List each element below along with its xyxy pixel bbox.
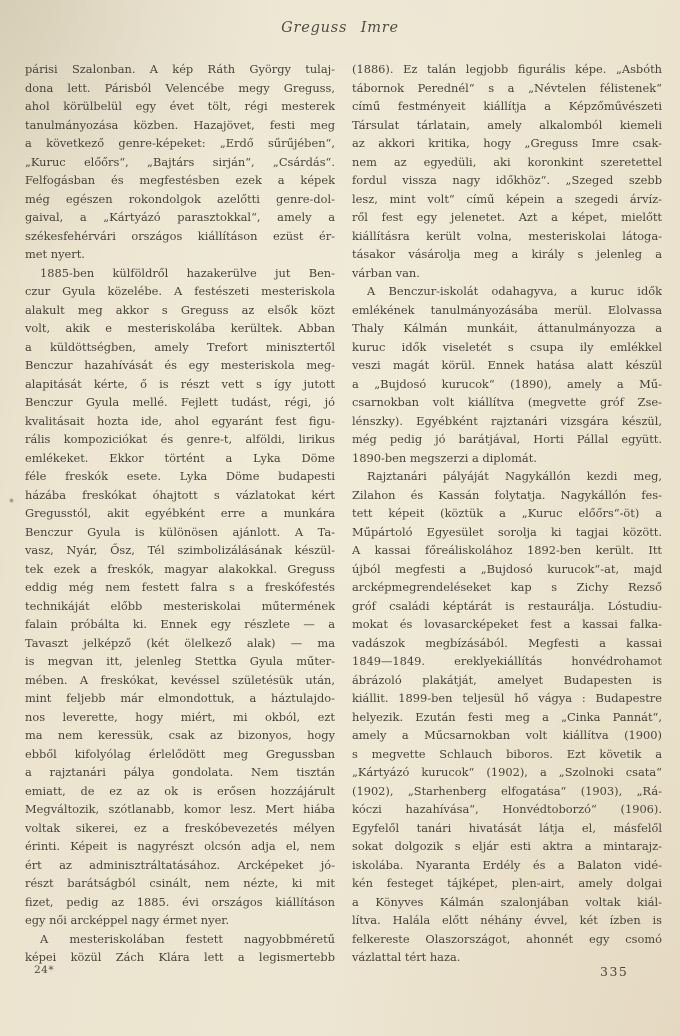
text-line: a következő genre-képeket: „Erdő sűrűjében“, <box>25 136 335 150</box>
text-column-right <box>352 60 662 967</box>
text-line: veszi magát körül. Ennek hatása alatt készül <box>352 358 662 372</box>
text-line: székesfehérvári országos kiállításon ezüst ér- <box>25 228 335 243</box>
text-line: Rajztanári pályáját Nagykállón kezdi meg, <box>367 469 662 483</box>
text-line: Gregusstól, akit egyébként erre a munkára <box>25 506 335 520</box>
text-line: Felfogásban és megfestésben ezek a képek <box>25 173 335 187</box>
paragraph <box>352 282 662 467</box>
paragraph <box>25 930 335 967</box>
text-line: még egészen rokondolgok azelőtti genre-dol- <box>25 191 335 206</box>
text-line: ábrázoló plakátját, amelyet Budapesten is <box>352 672 662 687</box>
signature-mark: 24* <box>34 964 55 976</box>
text-line: kiállításra került volna, mesteriskolai látoga- <box>352 228 662 243</box>
text-line: volt, akik e mesteriskolába kerültek. Abban <box>25 321 335 335</box>
text-line: lítva. Halála előtt néhány évvel, két ízben is <box>352 913 662 927</box>
text-line: házába freskókat óhajtott s vázlatokat kért <box>25 487 335 502</box>
text-line: kóczi hazahívása“, Honvédtoborzó“ (1906). <box>352 802 662 816</box>
text-line: eddig még nem festett falra s a freskófestés <box>25 580 335 594</box>
text-line: (1886). Ez talán legjobb figurális képe. „Asbóth <box>352 62 662 76</box>
text-line: Benczur Gyula mellé. Fejlett tudást, régi, jó <box>25 395 335 409</box>
text-line: gróf családi képtárát is restaurálja. Lóstudiu- <box>352 598 662 613</box>
text-line: ről fest egy jelenetet. Azt a képet, mielőtt <box>352 210 662 224</box>
text-line: tett képeit (köztük a „Kuruc előőrs“-öt) a <box>352 506 662 520</box>
text-line: alapitását kérte, ő is részt vett s így jutott <box>25 376 335 391</box>
text-line: emiatt, de ez az ok is erősen hozzájárult <box>25 783 335 798</box>
text-line: fizet, pedig az 1885. évi országos kiállításon <box>25 894 335 909</box>
text-line: A Benczur-iskolát odahagyva, a kuruc idők <box>367 284 662 298</box>
text-line: 1885-ben külföldről hazakerülve jut Ben- <box>40 265 335 280</box>
text-line: még pedig jó barátjával, Horti Pállal együtt. <box>352 432 662 446</box>
text-line: lénszky). Egyébként rajztanári vizsgára készül, <box>352 413 662 428</box>
text-line: tek ezek a freskók, magyar alakokkal. Greguss <box>25 561 335 576</box>
text-line: helyezik. Ezután festi meg a „Cinka Pannát“, <box>352 709 662 724</box>
text-line: Thaly Kálmán munkáit, áttanulmányozza a <box>352 321 662 335</box>
text-line: ért az adminisztráltatásához. Arcképeket jó- <box>25 857 335 872</box>
text-line: Egyfelől tanári hivatását látja el, másfelől <box>352 820 662 835</box>
text-line: Benczur hazahívását és egy mesteriskola meg- <box>25 358 335 372</box>
text-line: „Kuruc előőrs“, „Bajtárs sirján“, „Csárdás“. <box>25 154 335 169</box>
text-line: képei közül Zách Klára lett a legismertebb <box>25 950 335 964</box>
text-line: az akkori kritika, hogy „Greguss Imre csak- <box>352 136 662 150</box>
text-line: vadászok megbízásából. Megfesti a kassai <box>352 635 662 650</box>
text-line: „Kártyázó kurucok“ (1902), a „Szolnoki csata“ <box>352 765 662 779</box>
text-line: dona lett. Párisból Velencébe megy Greguss, <box>25 80 335 95</box>
text-line: mében. A freskókat, kevéssel születésük után, <box>25 672 335 687</box>
text-line: a rajztanári pálya gondolata. Nem tisztán <box>25 765 335 779</box>
text-line: várban van. <box>352 265 420 280</box>
text-line: Megváltozik, szótlanabb, komor lesz. Mert hiába <box>25 802 335 816</box>
text-line: s megvette Schlauch biboros. Ezt követik a <box>352 746 662 761</box>
text-line: A kassai főreáliskolához 1892-ben került. Itt <box>352 543 662 557</box>
text-line: emlékének tanulmányozásába merül. Elolvassa <box>352 302 662 317</box>
text-column-left <box>25 60 335 967</box>
text-line: mokat és lovasarcképeket fest a kassai falka- <box>352 617 662 631</box>
text-line: rális kompoziciókat és genre-t, alföldi, lirikus <box>25 432 335 446</box>
text-line: Műpártoló Egyesület sorolja ki tagjai között. <box>352 524 662 539</box>
paragraph <box>25 264 335 930</box>
text-line: érinti. Képeit is nagyrészt olcsón adja el, nem <box>25 839 335 853</box>
text-line: a Könyves Kálmán szalonjában voltak kiál- <box>352 894 662 909</box>
text-line: vasz, Nyár, Ősz, Tél szimbolizálásának készül- <box>25 543 335 557</box>
text-line: amely a Műcsarnokban volt kiállítva (1900) <box>352 728 662 742</box>
text-line: a „Bujdosó kurucok“ (1890), amely a Mű- <box>352 376 662 391</box>
text-line: kvalitásait hozta ide, ahol egyaránt fest figu- <box>25 413 335 428</box>
text-line: csarnokban volt kiállítva (megvette gróf Zse- <box>352 395 662 409</box>
text-line: Benczur Gyula is különösen ajánlott. A Ta- <box>25 524 335 539</box>
text-line: alakult meg akkor s Greguss az elsők közt <box>25 302 335 317</box>
text-line: lesz, mint volt“ című képein a szegedi árvíz- <box>352 191 662 206</box>
text-line: tábornok Perednél“ s a „Névtelen félistenek“ <box>352 80 662 95</box>
text-line: nos leverette, hogy miért, mi okból, ezt <box>25 709 335 724</box>
text-line: újból megfesti a „Bujdosó kurucok“-at, majd <box>352 561 662 576</box>
page-number: 335 <box>600 964 629 979</box>
text-line: ebből kifolyólag érlelődött meg Gregussban <box>25 746 335 761</box>
text-line: emlékeket. Ekkor történt a Lyka Döme <box>25 450 335 465</box>
text-line: egy női arcképpel nagy érmet nyer. <box>25 913 230 927</box>
text-line: sokat dolgozik s eljár esti aktra a mintarajz- <box>352 839 662 853</box>
text-line: 1849—1849. ereklyekiállítás honvédrohamot <box>352 654 662 668</box>
running-header: Greguss Imre <box>281 20 399 36</box>
text-line: kiállit. 1899-ben teljesül hő vágya : Budapestre <box>352 691 662 705</box>
text-line: tásakor vásárolja meg a király s jelenleg a <box>352 247 662 261</box>
text-line: kuruc idők viseletét s csupa ily emlékkel <box>352 339 662 354</box>
text-line: fordul vissza nagy időkhöz“. „Szeged szebb <box>352 173 662 187</box>
text-line: párisi Szalonban. A kép Ráth György tulaj- <box>25 62 335 76</box>
text-line: met nyert. <box>25 247 85 261</box>
text-line: is megvan itt, jelenleg Stettka Gyula műter- <box>25 654 335 668</box>
text-line: (1902), „Starhenberg elfogatása“ (1903), „Rá- <box>352 783 662 798</box>
text-line: tanulmányozása közben. Hazajövet, festi meg <box>25 117 335 132</box>
text-line: Tavaszt jelképző (két ölelkező alak) — ma <box>25 635 335 650</box>
text-line: ahol körülbelül egy évet tölt, régi mesterek <box>25 99 335 113</box>
text-line: czur Gyula közelébe. A festészeti mesteriskola <box>25 284 335 298</box>
text-line: részt barátságból csinált, nem nézte, ki mit <box>25 876 335 890</box>
ink-speck <box>9 498 14 503</box>
text-line: mint feljebb már elmondottuk, a háztulajdo- <box>25 691 335 705</box>
text-line: kén festeget tájképet, plen-airt, amely dolgai <box>352 876 662 890</box>
text-line: gaival, a „Kártyázó parasztokkal“, amely a <box>25 210 335 224</box>
paragraph <box>25 60 335 264</box>
text-line: felkereste Olaszországot, ahonnét egy csomó <box>352 931 662 946</box>
text-line: Társulat tárlatain, amely alkalomból kiemeli <box>352 117 662 132</box>
text-line: nem az egyedüli, aki koronkint szeretettel <box>352 154 662 169</box>
text-line: Zilahon és Kassán folytatja. Nagykállón fes- <box>352 487 662 502</box>
text-line: vázlattal tért haza. <box>352 950 461 964</box>
text-line: falain próbálta ki. Ennek egy részlete — a <box>25 617 335 631</box>
text-line: arcképmegrendeléseket kap s Zichy Rezső <box>352 580 662 594</box>
text-line: című festményeit kiállítja a Képzőművészeti <box>352 99 662 113</box>
text-line: voltak sikerei, ez a freskóbevezetés mélyen <box>25 820 335 835</box>
text-line: A mesteriskolában festett nagyobbméretű <box>40 931 335 946</box>
text-line: technikáját előbb mesteriskolai műtermének <box>25 598 335 613</box>
text-line: iskolába. Nyaranta Erdély és a Balaton vidé- <box>352 857 662 872</box>
text-line: ma nem keressük, csak az bizonyos, hogy <box>25 728 335 742</box>
paragraph <box>352 467 662 967</box>
text-line: a küldöttségben, amely Trefort minisztertől <box>25 339 335 354</box>
text-line: 1890-ben megszerzi a diplomát. <box>352 450 537 465</box>
text-line: féle freskók esete. Lyka Döme budapesti <box>25 469 335 483</box>
text-columns <box>25 60 662 967</box>
paragraph <box>352 60 662 282</box>
